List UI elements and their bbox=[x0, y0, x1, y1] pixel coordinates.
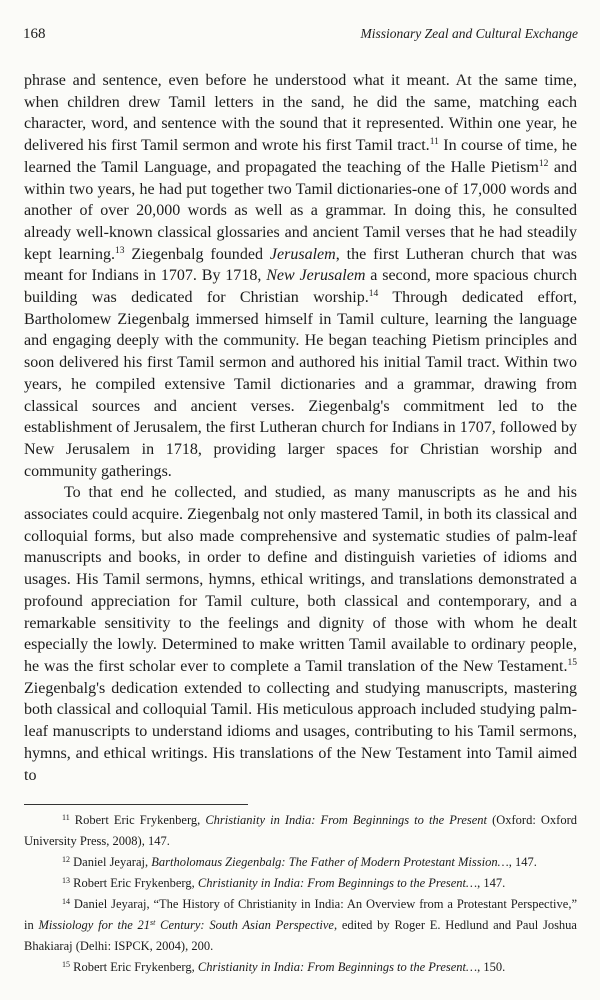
footnote-ref: 12 bbox=[538, 158, 549, 169]
emphasis: New Jerusalem bbox=[266, 267, 366, 285]
page-header bbox=[23, 26, 578, 48]
page-number: 168 bbox=[23, 26, 46, 42]
paragraph: To that end he collected, and studied, as many manuscripts as he and his associates could acquire. Ziegenbalg not only mastered Tamil, in both its classical and colloquial forms, but also made comprehensive and systematic studies of palm-leaf manuscripts and books, in order to define and distinguish varieties of idioms and usages. His Tamil sermons, hymns, ethical writings, and translations demonstrated a profound appreciation for Tamil culture, both classical and contemporary, and a remarkable sensitivity to the feelings and dignity of those with whom he dealt especially the lowly. Determined to make written Tamil available to ordinary people, he was the first scholar ever to complete a Tamil translation of the New Testament.$^{15}$ Ziegenbalg's dedication extended to collecting and studying manuscripts, mastering both classical and colloquial Tamil. His meticulous approach included studying palm-leaf manuscripts to understand idioms and usages, contributing to his Tamil sermons, hymns, and ethical writings. His translations of the New Testament into Tamil aimed to bbox=[24, 484, 577, 784]
footnote: $^{11}$ Robert Eric Frykenberg, Christianity in India: From Beginnings to the Present (Oxford: Oxford University Press, 2008), 147. bbox=[24, 813, 577, 848]
emphasis: Jerusalem bbox=[269, 245, 336, 263]
footnote-ref: 15 bbox=[567, 657, 577, 668]
paragraph: phrase and sentence, even before he understood what it meant. At the same time, when children drew Tamil letters in the sand, he did the same, matching each character, word, and sentence with the sound that it represented. Within one year, he delivered his first Tamil sermon and wrote his first Tamil tract.$^{11}$ In course of time, he learned the Tamil Language, and propagated the teaching of the Halle Pietism$^{12}$ and within two years, he had put together two Tamil dictionaries-one of 17,000 words and another of over 20,000 words as well as a grammar. In doing this, he consulted already well-known classical glossaries and ancient Tamil verses that he had steadily kept learning.$^{13}$ Ziegenbalg founded Jerusalem, the first Lutheran church that was meant for Indians in 1707. By 1718, New Jerusalem a second, more spacious church building was dedicated for Christian worship.$^{14}$ Through dedicated effort, Bartholomew Ziegenbalg immersed himself in Tamil culture, learning the language and engaging deeply with the community. He began teaching Pietism principles and soon delivered his first Tamil sermon and authored his initial Tamil tract. Within two years, he compiled extensive Tamil dictionaries and a grammar, drawing from classical sources and ancient verses. Ziegenbalg's commitment led to the establishment of Jerusalem, the first Lutheran church for Indians in 1707, followed by New Jerusalem in 1718, providing larger spaces for Christian worship and community gatherings. bbox=[24, 72, 577, 480]
footnote-ref: 14 bbox=[368, 289, 379, 300]
footnote-ref: 13 bbox=[115, 245, 125, 256]
footnote: $^{12}$ Daniel Jeyaraj, Bartholomaus Ziegenbalg: The Father of Modern Protestant Mission…, 147. bbox=[62, 855, 537, 869]
body-text bbox=[24, 70, 577, 786]
footnotes bbox=[24, 810, 577, 978]
footnote-ref: 11 bbox=[429, 137, 439, 148]
running-title: Missionary Zeal and Cultural Exchange bbox=[360, 26, 578, 41]
footnote: $^{15}$ Robert Eric Frykenberg, Christianity in India: From Beginnings to the Present…, 150. bbox=[62, 960, 506, 974]
footnote: $^{13}$ Robert Eric Frykenberg, Christianity in India: From Beginnings to the Present…, 147. bbox=[62, 876, 506, 890]
footnote-separator bbox=[24, 804, 248, 805]
footnote: $^{14}$ Daniel Jeyaraj, “The History of Christianity in India: An Overview from a Protestant Perspective,” in Missiology for the 21st Century: South Asian Perspective, edited by Roger E. Hedlund and Paul Joshua Bhakiaraj (Delhi: ISPCK, 2004), 200. bbox=[24, 897, 577, 953]
